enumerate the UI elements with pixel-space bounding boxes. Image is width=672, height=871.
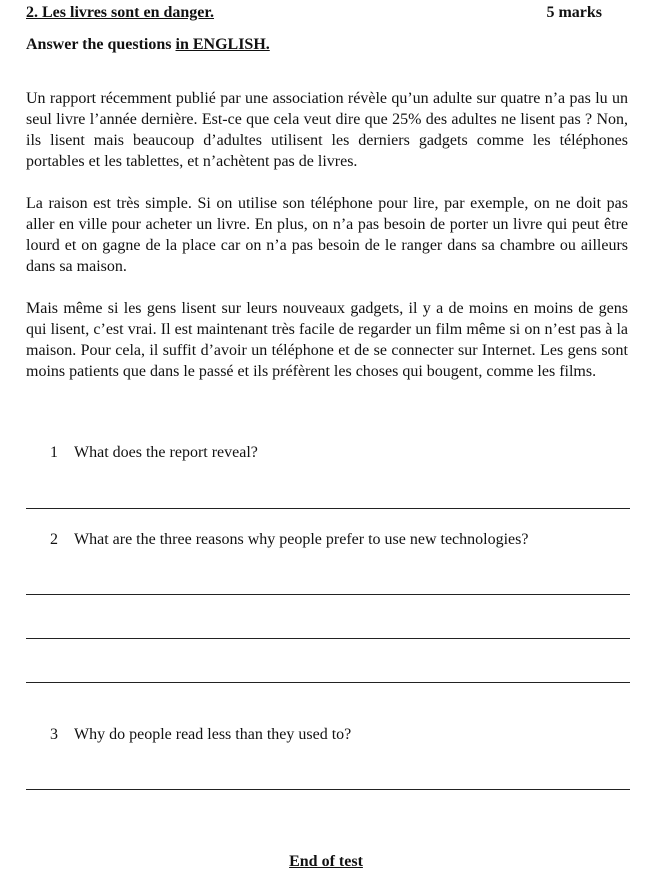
answer-line-q2-3[interactable] xyxy=(26,682,630,683)
question-text: What are the three reasons why people prefer to use new technologies? xyxy=(74,531,529,548)
question-3 xyxy=(50,726,351,744)
answer-line-q2-2[interactable] xyxy=(26,638,630,639)
question-number: 1 xyxy=(50,444,58,461)
instruction-emphasis: in ENGLISH. xyxy=(175,36,270,53)
answer-line-q2-1[interactable] xyxy=(26,594,630,595)
end-of-test: End of test xyxy=(289,853,363,870)
instruction xyxy=(26,36,270,54)
question-number: 2 xyxy=(50,531,58,548)
question-text: What does the report reveal? xyxy=(74,444,258,461)
section-title: 2. Les livres sont en danger. xyxy=(26,4,215,21)
passage-paragraph-2: La raison est très simple. Si on utilise son téléphone pour lire, par exemple, on ne doit pas aller en ville pour acheter un livre. En plus, on n’a pas besoin de porter un livre qui peut être lourd et on gagne de la place car on n’a pas besoin de le ranger dans sa chambre ou ailleurs dans sa maison. xyxy=(26,195,628,275)
instruction-text: Answer the questions xyxy=(26,36,176,53)
question-text: Why do people read less than they used to? xyxy=(74,726,352,743)
answer-line-q3[interactable] xyxy=(26,789,630,790)
marks-label: 5 marks xyxy=(546,4,602,21)
passage-paragraph-1: Un rapport récemment publié par une association révèle qu’un adulte sur quatre n’a pas lu un seul livre l’année dernière. Est-ce que cela veut dire que 25% des adultes ne lisent pas ? Non, ils lisent mais beaucoup d’adultes utilisent les derniers gadgets comme les téléphones portables et les tablettes, et n’achètent pas de livres. xyxy=(26,90,628,170)
question-1 xyxy=(50,444,258,462)
passage-paragraph-3: Mais même si les gens lisent sur leurs nouveaux gadgets, il y a de moins en moins de gens qui lisent, c’est vrai. Il est maintenant très facile de regarder un film même si on n’est pas à la maison. Pour cela, il suffit d’avoir un téléphone et de se connecter sur Internet. Les gens sont moins patients que dans le passé et ils préfèrent les choses qui bougent, comme les films. xyxy=(26,300,628,380)
answer-line-q1[interactable] xyxy=(26,508,630,509)
question-2 xyxy=(50,531,528,549)
question-number: 3 xyxy=(50,726,58,743)
header xyxy=(26,4,602,24)
